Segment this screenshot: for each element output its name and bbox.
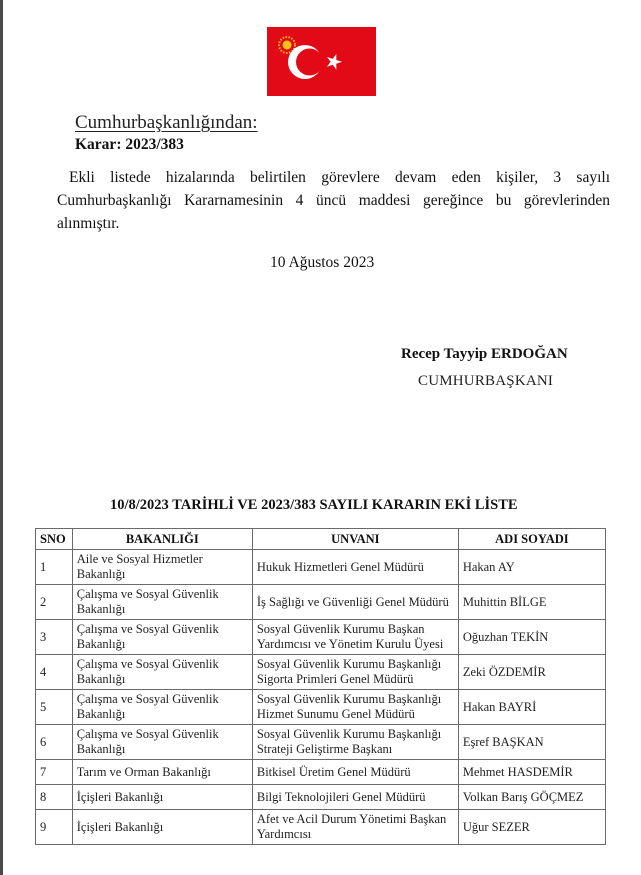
turkish-flag-icon — [267, 27, 376, 96]
signer-name: Recep Tayyip ERDOĞAN — [401, 346, 568, 362]
table-header-row — [36, 529, 606, 550]
cell-title: Bilgi Teknolojileri Genel Müdürü — [252, 785, 458, 810]
cell-name: Volkan Barış GÖÇMEZ — [458, 785, 605, 810]
decision-body-text: Ekli listede hizalarında belirtilen görevlere devam eden kişiler, 3 sayılı Cumhurbaşkanlığı Kararnamesinin 4 üncü maddesi gereğince bu görevlerinden alınmıştır. — [57, 169, 610, 232]
cell-sno: 9 — [36, 810, 73, 845]
cell-name: Muhittin BİLGE — [458, 585, 605, 620]
cell-sno: 5 — [36, 690, 73, 725]
cell-name: Hakan BAYRİ — [458, 690, 605, 725]
cell-ministry: Tarım ve Orman Bakanlığı — [72, 760, 252, 785]
cell-title: Hukuk Hizmetleri Genel Müdürü — [252, 550, 458, 585]
cell-sno: 8 — [36, 785, 73, 810]
table-row — [36, 550, 606, 585]
cell-ministry: Aile ve Sosyal Hizmetler Bakanlığı — [72, 550, 252, 585]
decision-number: Karar: 2023/383 — [75, 136, 184, 153]
table-row — [36, 690, 606, 725]
cell-name: Eşref BAŞKAN — [458, 725, 605, 760]
appointments-table — [35, 528, 606, 845]
table-row — [36, 620, 606, 655]
column-header-sno: SNO — [36, 529, 73, 550]
table-row — [36, 655, 606, 690]
cell-name: Oğuzhan TEKİN — [458, 620, 605, 655]
table-row — [36, 725, 606, 760]
decision-date: 10 Ağustos 2023 — [270, 254, 375, 271]
cell-title: Bitkisel Üretim Genel Müdürü — [252, 760, 458, 785]
cell-ministry: İçişleri Bakanlığı — [72, 810, 252, 845]
column-header-title: UNVANI — [252, 529, 458, 550]
cell-title: İş Sağlığı ve Güvenliği Genel Müdürü — [252, 585, 458, 620]
cell-sno: 6 — [36, 725, 73, 760]
cell-ministry: Çalışma ve Sosyal Güvenlik Bakanlığı — [72, 585, 252, 620]
cell-sno: 7 — [36, 760, 73, 785]
window-left-edge — [0, 0, 3, 875]
cell-sno: 2 — [36, 585, 73, 620]
cell-ministry: İçişleri Bakanlığı — [72, 785, 252, 810]
cell-name: Uğur SEZER — [458, 810, 605, 845]
cell-title: Sosyal Güvenlik Kurumu Başkan Yardımcısı ve Yönetim Kurulu Üyesi — [252, 620, 458, 655]
signer-title: CUMHURBAŞKANI — [418, 373, 554, 389]
issuer-heading: Cumhurbaşkanlığından: — [75, 112, 258, 133]
table-row — [36, 810, 606, 845]
cell-title: Sosyal Güvenlik Kurumu Başkanlığı Hizmet Sunumu Genel Müdürü — [252, 690, 458, 725]
cell-title: Sosyal Güvenlik Kurumu Başkanlığı Strateji Geliştirme Başkanı — [252, 725, 458, 760]
table-row — [36, 585, 606, 620]
cell-sno: 3 — [36, 620, 73, 655]
cell-title: Sosyal Güvenlik Kurumu Başkanlığı Sigorta Primleri Genel Müdürü — [252, 655, 458, 690]
table-row — [36, 760, 606, 785]
list-title: 10/8/2023 TARİHLİ VE 2023/383 SAYILI KARARIN EKİ LİSTE — [110, 497, 518, 513]
table-row — [36, 785, 606, 810]
cell-sno: 1 — [36, 550, 73, 585]
cell-name: Zeki ÖZDEMİR — [458, 655, 605, 690]
cell-ministry: Çalışma ve Sosyal Güvenlik Bakanlığı — [72, 655, 252, 690]
column-header-ministry: BAKANLIĞI — [72, 529, 252, 550]
cell-sno: 4 — [36, 655, 73, 690]
cell-ministry: Çalışma ve Sosyal Güvenlik Bakanlığı — [72, 690, 252, 725]
cell-ministry: Çalışma ve Sosyal Güvenlik Bakanlığı — [72, 620, 252, 655]
cell-name: Mehmet HASDEMİR — [458, 760, 605, 785]
cell-title: Afet ve Acil Durum Yönetimi Başkan Yardımcısı — [252, 810, 458, 845]
cell-ministry: Çalışma ve Sosyal Güvenlik Bakanlığı — [72, 725, 252, 760]
cell-name: Hakan AY — [458, 550, 605, 585]
column-header-name: ADI SOYADI — [458, 529, 605, 550]
